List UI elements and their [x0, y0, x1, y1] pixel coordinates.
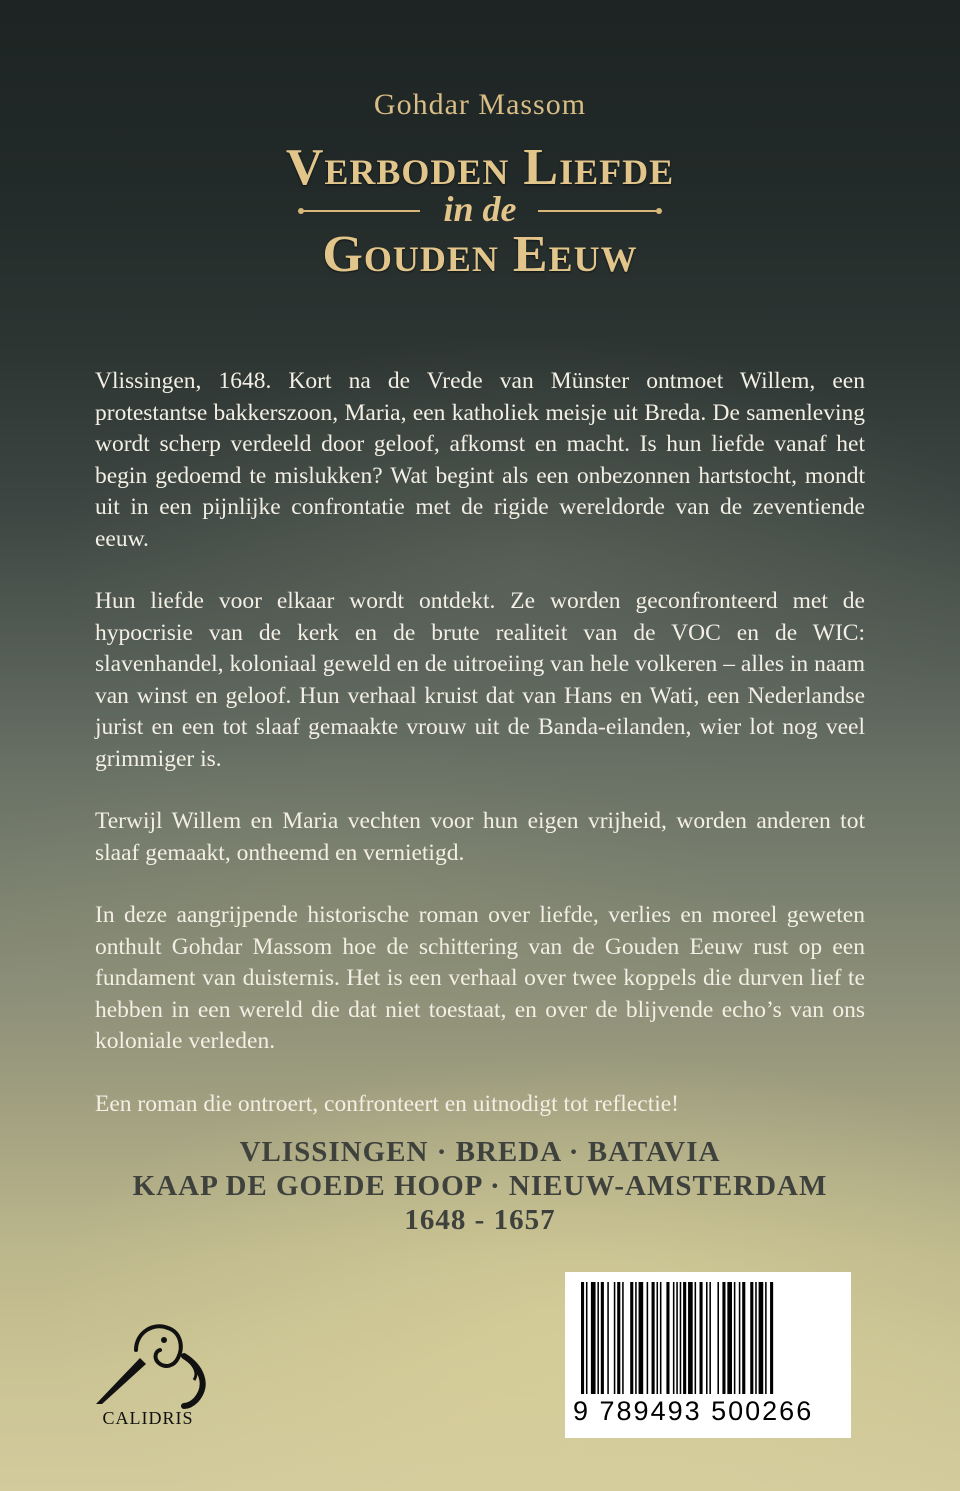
title-line-2: in de	[443, 189, 517, 229]
author-name: Gohdar Massom	[373, 88, 587, 121]
title-line-1: Verboden Liefde	[285, 139, 675, 196]
blurb-paragraph-3: Terwijl Willem en Maria vechten voor hun eigen vrijheid, worden anderen tot slaaf gemaakt, ontheemd en vernietigd.	[95, 808, 865, 866]
isbn-digits: 9 789493 500266	[573, 1396, 814, 1426]
years-line: 1648 - 1657	[404, 1204, 556, 1236]
blurb-paragraph-4: In deze aangrijpende historische roman over liefde, verlies en moreel geweten onthult Gohdar Massom hoe de schittering van de Gouden Eeuw rust op een fundament van duisternis. Het is een verhaal over twee koppels die durven lief te hebben in een wereld die dat niet toestaat, en over de blijvende echo’s van ons koloniale verleden.	[95, 902, 865, 1054]
barcode-bars	[565, 1272, 851, 1402]
title-divider-dot-right	[656, 208, 662, 214]
places-line-1: VLISSINGEN · BREDA · BATAVIA	[239, 1136, 721, 1168]
title-line-3: Gouden Eeuw	[322, 226, 638, 283]
blurb-paragraph-1: Vlissingen, 1648. Kort na de Vrede van Münster ontmoet Willem, een protestantse bakkerszoon, Maria, een katholiek meisje uit Breda. De samenleving wordt scherp verdeeld door geloof, afkomst en macht. Is hun liefde vanaf het begin gedoemd te mislukken? Wat begint als een onbezonnen hartstocht, mondt uit in een pijnlijke confrontatie met de rigide wereldorde van de zeventiende eeuw.	[95, 368, 865, 552]
publisher-logo	[88, 1310, 228, 1435]
publisher-name: CALIDRIS	[102, 1408, 194, 1428]
blurb-paragraph-5: Een roman die ontroert, confronteert en uitnodigt tot reflectie!	[95, 1090, 680, 1117]
calidris-bird-logo-icon	[88, 1310, 228, 1410]
isbn-barcode	[565, 1272, 851, 1438]
places-line-2: KAAP DE GOEDE HOOP · NIEUW-AMSTERDAM	[132, 1170, 828, 1202]
blurb	[95, 366, 865, 1151]
blurb-paragraph-2: Hun liefde voor elkaar wordt ontdekt. Ze worden geconfronteerd met de hypocrisie van de kerk en de brute realiteit van de VOC en de WIC: slavenhandel, koloniaal geweld en de uitroeiing van hele volkeren – alles in naam van winst en geloof. Hun verhaal kruist dat van Hans en Wati, een Nederlandse jurist en een tot slaaf gemaakte vrouw uit de Banda-eilanden, wier lot nog veel grimmiger is.	[95, 588, 865, 772]
title-divider-right	[538, 210, 660, 212]
